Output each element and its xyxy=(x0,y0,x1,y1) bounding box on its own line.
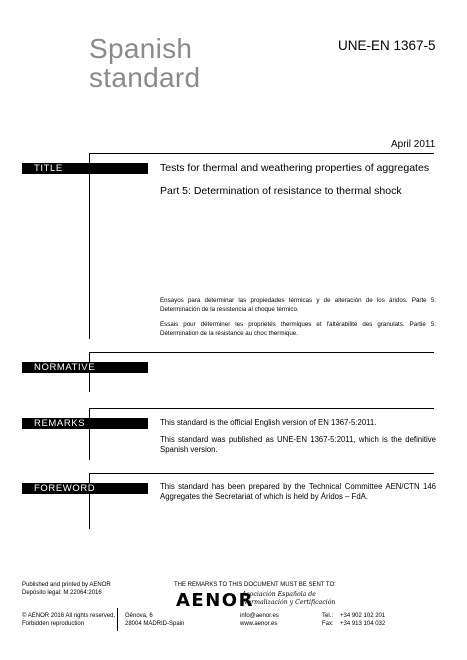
footer-city: 28004 MADRID-Spain xyxy=(125,621,185,627)
aenor-association-name xyxy=(242,591,335,606)
publication-date: April 2011 xyxy=(391,139,436,150)
aenor-logo: AENOR xyxy=(176,590,254,611)
assoc-line-1: Asociación Española de xyxy=(242,591,316,598)
normative-divider xyxy=(89,352,434,353)
foreword-divider xyxy=(89,473,434,474)
title-french: Essais pour déterminer les propriétés thermiques et l'altérabilité des granulats. Partie 5: Détermination de la résistance au choc thermique. xyxy=(160,321,436,337)
brand-line-1: Spanish xyxy=(89,33,193,64)
footer-separator xyxy=(117,608,118,631)
foreword-vertical-rule xyxy=(89,473,90,529)
footer-email[interactable]: info@aenor.es xyxy=(240,613,279,619)
title-divider xyxy=(89,153,434,154)
remarks-vertical-rule xyxy=(89,408,90,460)
footer-tel: +34 902 102 201 xyxy=(340,613,386,619)
brand-title xyxy=(89,34,200,92)
footer-published: Published and printed by AENOR xyxy=(22,582,111,588)
footer-deposito: Depósito legal: M 22064:2016 xyxy=(22,590,102,596)
assoc-line-2: Normalización y Certificación xyxy=(242,598,336,606)
title-vertical-rule xyxy=(89,153,90,339)
brand-line-2: standard xyxy=(89,62,201,93)
remarks-divider xyxy=(89,408,434,409)
standard-number: UNE-EN 1367-5 xyxy=(338,38,436,53)
footer-tel-label: Tel.: xyxy=(322,613,334,619)
footer-street: Génova, 6 xyxy=(125,613,153,619)
footer-web[interactable]: www.aenor.es xyxy=(240,621,278,627)
footer-forbidden: Forbidden reproduction xyxy=(22,621,85,627)
remarks-line-1: This standard is the official English version of EN 1367-5:2011. xyxy=(160,418,377,427)
foreword-text: This standard has been prepared by the Technical Committee AEN/CTN 146 Aggregates the Secretariat of which is held by Áridos – FdA. xyxy=(160,482,436,501)
section-label-normative: NORMATIVE xyxy=(22,362,148,373)
title-main: Tests for thermal and weathering properties of aggregates xyxy=(160,162,430,174)
footer-fax: +34 913 104 032 xyxy=(340,621,386,627)
title-spanish: Ensayos para determinar las propiedades térmicas y de alteración de los áridos. Parte 5: Determinación de la resistencia al choque térmico. xyxy=(160,297,436,313)
footer-copyright: © AENOR 2016 All rights reserved. xyxy=(22,613,116,619)
footer-remarks-to: THE REMARKS TO THIS DOCUMENT MUST BE SENT TO: xyxy=(174,582,336,588)
section-label-remarks: REMARKS xyxy=(22,418,148,429)
section-label-foreword: FOREWORD xyxy=(22,483,148,494)
remarks-line-2: This standard was published as UNE-EN 1367-5:2011, which is the definitive Spanish version. xyxy=(160,435,436,454)
footer-fax-label: Fax: xyxy=(322,621,334,627)
section-label-title: TITLE xyxy=(22,163,148,174)
title-part: Part 5: Determination of resistance to thermal shock xyxy=(160,185,402,197)
